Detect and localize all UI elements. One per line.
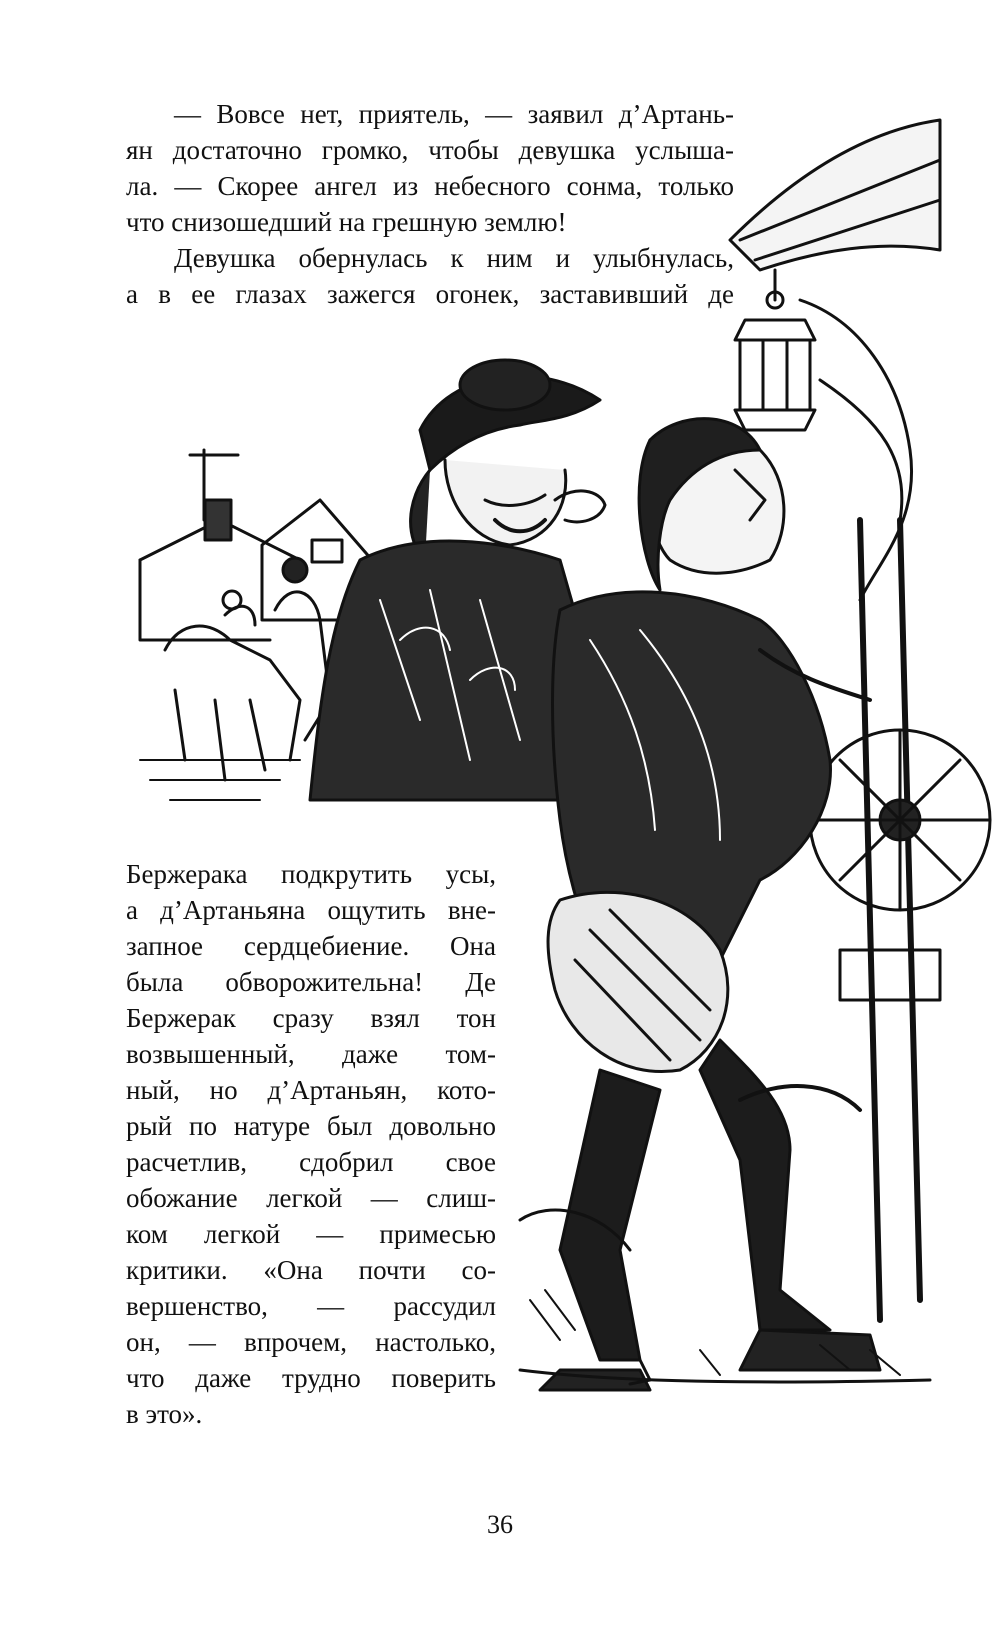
lantern <box>735 270 815 430</box>
text-line: ян достаточно громко, чтобы девушка услыша- <box>126 135 734 165</box>
text-line: обожание легкой — слиш- <box>126 1183 496 1213</box>
text-line: а д’Артаньяна ощутить вне- <box>126 895 496 925</box>
text-line: рый по натуре был довольно <box>126 1111 496 1141</box>
text-line: Бержерак сразу взял тон <box>126 1003 496 1033</box>
text-line: он, — впрочем, настолько, <box>126 1327 496 1357</box>
text-line: Бержерака подкрутить усы, <box>126 859 496 889</box>
text-line: а в ее глазах зажегся огонек, заставивший де <box>126 279 734 309</box>
text-line: ный, но д’Артаньян, кото- <box>126 1075 496 1105</box>
page-number: 36 <box>487 1510 513 1539</box>
text-line: ком легкой — примесью <box>126 1219 496 1249</box>
text-line: Девушка обернулась к ним и улыбнулась, <box>174 243 734 273</box>
text-line: расчетлив, сдобрил свое <box>126 1147 496 1177</box>
text-line: ла. — Скорее ангел из небесного сонма, только <box>126 171 734 201</box>
background-riders <box>165 558 330 780</box>
background-rooftops <box>140 450 372 640</box>
text-line: критики. «Она почти со- <box>126 1255 496 1285</box>
text-line: запное сердцебиение. Она <box>126 931 496 961</box>
text-line: что даже трудно поверить <box>126 1363 496 1393</box>
text-line: вершенство, — рассудил <box>126 1291 496 1321</box>
text-line: была обворожительна! Де <box>126 967 496 997</box>
text-line: что снизошедший на грешную землю! <box>126 207 567 237</box>
text-line: возвышенный, даже том- <box>126 1039 496 1069</box>
text-line: в это». <box>126 1399 203 1429</box>
text-line: — Вовсе нет, приятель, — заявил д’Артань- <box>174 99 734 129</box>
